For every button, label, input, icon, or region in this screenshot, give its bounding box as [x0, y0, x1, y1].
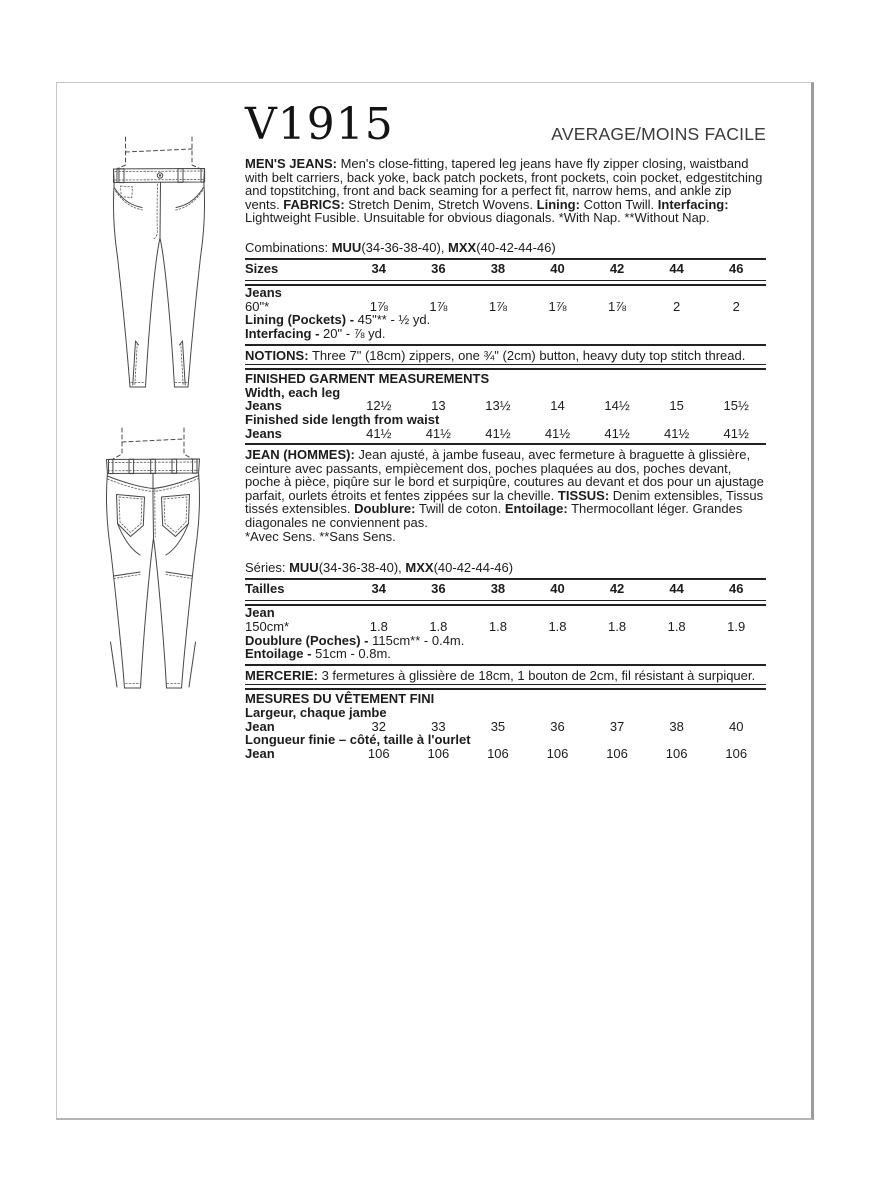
- tailles-header-table: [245, 580, 766, 599]
- row-label: Finished side length from waist: [245, 411, 440, 427]
- table-cell: 106: [665, 745, 688, 761]
- jeans-back-view-illustration: [94, 425, 212, 697]
- table-row: [245, 413, 766, 427]
- size-column-header: 46: [728, 260, 744, 276]
- divider: [245, 344, 766, 346]
- table-cell: 106: [427, 745, 450, 761]
- table-row: [245, 620, 766, 634]
- row-label: Jean: [245, 745, 275, 761]
- table-cell: 1.8: [429, 619, 448, 635]
- table-cell: 41½: [366, 425, 392, 441]
- size-column-header: 44: [669, 260, 684, 276]
- table-row: [245, 427, 766, 441]
- table-row: [245, 327, 766, 341]
- mesures-table: [245, 706, 766, 760]
- divider: [245, 443, 766, 445]
- size-column-header: 46: [728, 580, 744, 596]
- divider-double: [245, 364, 766, 370]
- finished-measurements-table: [245, 386, 766, 440]
- size-column-header: 36: [431, 580, 446, 596]
- table-cell: 15½: [723, 398, 749, 414]
- table-row: [245, 647, 766, 661]
- table-header-row: [245, 260, 766, 279]
- table-cell: 1.9: [727, 619, 746, 635]
- table-cell: 1.8: [488, 619, 507, 635]
- yardage-table: [245, 286, 766, 340]
- table-row: [245, 313, 766, 327]
- table-row: [245, 706, 766, 720]
- series-line: Séries: MUU(34-36-38-40), MXX(40-42-44-46): [245, 560, 514, 576]
- table-cell: 14½: [604, 398, 630, 414]
- row-label: Width, each leg: [245, 384, 341, 400]
- size-column-header: 34: [371, 260, 387, 276]
- size-column-header: 34: [371, 580, 387, 596]
- table-cell: 13½: [485, 398, 511, 414]
- finished-measurements-heading: FINISHED GARMENT MEASUREMENTS: [245, 371, 490, 387]
- table-cell: 35: [490, 718, 506, 734]
- table-cell: 106: [546, 745, 569, 761]
- table-cell: 41½: [544, 425, 571, 441]
- row-label: Entoilage - 51cm - 0.8m.: [245, 646, 391, 662]
- size-column-header: 40: [550, 260, 565, 276]
- table-cell: 1⅞: [429, 298, 448, 314]
- mercerie-paragraph: MERCERIE: 3 fermetures à glissière de 18cm, 1 bouton de 2cm, fil résistant à surpiquer.: [245, 667, 756, 683]
- table-cell: 13: [431, 398, 446, 414]
- row-label: Jeans: [245, 425, 282, 441]
- row-label: Jean: [245, 605, 275, 621]
- sizes-header-table: [245, 260, 766, 279]
- row-label: Longueur finie – côté, taille à l'ourlet: [245, 732, 471, 748]
- table-cell: 106: [725, 745, 748, 761]
- jeans-back-drawing-svg: [94, 425, 212, 697]
- table-row: [245, 634, 766, 648]
- table-cell: 41½: [604, 425, 630, 441]
- pattern-envelope-back-page: [56, 82, 814, 1120]
- row-label: Jeans: [245, 285, 282, 301]
- table-cell: 15: [669, 398, 684, 414]
- notions-paragraph: NOTIONS: Three 7" (18cm) zippers, one ¾" (2cm) button, heavy duty top stitch thread.: [245, 347, 746, 363]
- table-cell: 33: [431, 718, 446, 734]
- title-row: [245, 99, 766, 150]
- row-label: Sizes: [245, 260, 279, 276]
- table-cell: 1⅞: [548, 298, 567, 314]
- table-row: [245, 386, 766, 400]
- main-text-column: [245, 83, 766, 760]
- table-row: [245, 286, 766, 300]
- table-cell: 1.8: [548, 619, 567, 635]
- row-label: Jean: [245, 718, 275, 734]
- table-cell: 36: [550, 718, 565, 734]
- difficulty-label: AVERAGE/MOINS FACILE: [551, 124, 766, 144]
- table-cell: 1⅞: [369, 298, 388, 314]
- table-cell: 38: [669, 718, 684, 734]
- table-cell: 2: [732, 298, 740, 314]
- table-row: [245, 300, 766, 314]
- table-cell: 2: [673, 298, 681, 314]
- divider-double: [245, 684, 766, 690]
- french-yardage-table: [245, 606, 766, 660]
- table-cell: 32: [371, 718, 387, 734]
- row-label: Doublure (Poches) - 115cm** - 0.4m.: [245, 632, 465, 648]
- table-cell: 1.8: [608, 619, 627, 635]
- table-row: [245, 606, 766, 620]
- table-row: [245, 399, 766, 413]
- table-cell: 1.8: [667, 619, 686, 635]
- table-cell: 37: [609, 718, 625, 734]
- row-label: Largeur, chaque jambe: [245, 705, 387, 720]
- table-cell: 1⅞: [488, 298, 507, 314]
- table-cell: 1.8: [369, 619, 388, 635]
- table-cell: 1⅞: [608, 298, 627, 314]
- size-column-header: 36: [431, 260, 446, 276]
- size-column-header: 40: [550, 580, 565, 596]
- jeans-front-view-illustration: [99, 135, 219, 393]
- table-row: [245, 720, 766, 734]
- jeans-front-drawing-svg: [99, 135, 219, 393]
- size-column-header: 38: [490, 260, 506, 276]
- row-label: Interfacing - 20" - ⅞ yd.: [245, 325, 386, 341]
- size-column-header: 42: [609, 580, 625, 596]
- french-nap-note: *Avec Sens. **Sans Sens.: [245, 528, 396, 544]
- table-row: [245, 747, 766, 761]
- size-column-header: 38: [490, 580, 506, 596]
- table-header-row: [245, 580, 766, 599]
- table-cell: 40: [728, 718, 744, 734]
- table-row: [245, 733, 766, 747]
- row-label: Jeans: [245, 398, 282, 414]
- row-label: Tailles: [245, 580, 285, 596]
- pattern-number: V1915: [245, 99, 394, 150]
- table-cell: 106: [487, 745, 509, 761]
- row-label: 150cm*: [245, 619, 290, 635]
- mesures-heading: MESURES DU VÊTEMENT FINI: [245, 691, 435, 707]
- table-cell: 12½: [366, 398, 392, 414]
- row-label: Lining (Pockets) - 45"** - ½ yd.: [245, 312, 431, 328]
- table-cell: 41½: [425, 425, 451, 441]
- table-cell: 106: [606, 745, 628, 761]
- table-cell: 14: [550, 398, 565, 414]
- divider: [245, 664, 766, 666]
- table-cell: 41½: [485, 425, 511, 441]
- table-cell: 106: [367, 745, 390, 761]
- size-column-header: 44: [669, 580, 684, 596]
- row-label: 60"*: [245, 298, 270, 314]
- table-cell: 41½: [723, 425, 749, 441]
- combinations-line: Combinations: MUU(34-36-38-40), MXX(40-42-44-46): [245, 239, 556, 255]
- french-description: JEAN (HOMMES): Jean ajusté, à jambe fuseau, avec fermeture à braguette à glissière, ceinture avec passants, empiècement dos, poches plaquées au dos, poches devant, poche à pièce, piqûre sur le bord et surpiqûre, coutures au devant et dos pour un ajustage parfait, ourlets étroits et fentes zippées sur la cheville. TISSUS: Denim extensibles, Tissus tissés extensibles. Doublure: Twill de coton. Entoilage: Thermocollant léger. Grandes diagonales ne conviennent pas.: [245, 447, 764, 531]
- english-description: MEN'S JEANS: Men's close-fitting, tapered leg jeans have fly zipper closing, waistband with belt carriers, back yoke, back patch pockets, front pockets, coin pocket, edgestitching and topstitching, front and back seaming for a perfect fit, narrow hems, and ankle zip vents. FABRICS: Stretch Denim, Stretch Wovens. Lining: Cotton Twill. Interfacing: Lightweight Fusible. Unsuitable for obvious diagonals. *With Nap. **Without Nap.: [245, 156, 763, 226]
- table-cell: 41½: [663, 425, 690, 441]
- size-column-header: 42: [609, 260, 625, 276]
